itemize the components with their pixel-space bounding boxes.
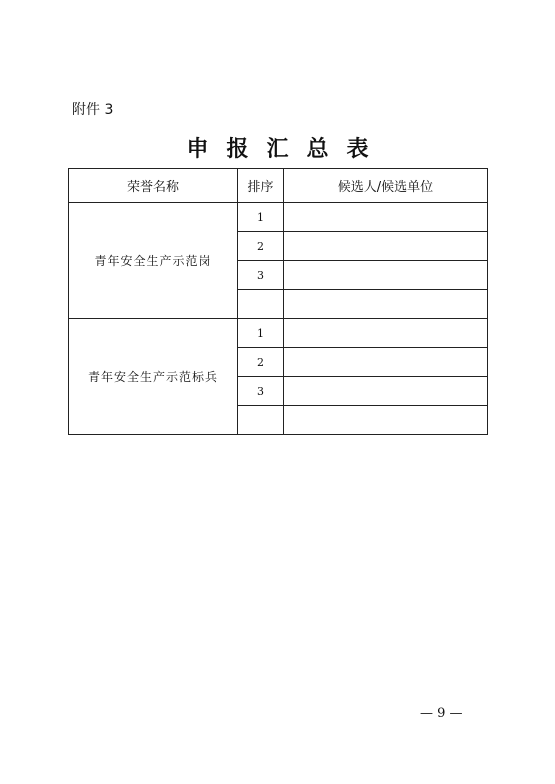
rank-cell: 2 xyxy=(238,232,284,261)
rank-cell xyxy=(238,290,284,319)
honor-name-cell: 青年安全生产示范标兵 xyxy=(69,319,238,435)
table-header-row xyxy=(69,169,488,203)
header-rank: 排序 xyxy=(238,169,284,203)
page-title: 申报汇总表 xyxy=(186,136,387,162)
table-row xyxy=(69,203,488,232)
candidate-cell[interactable] xyxy=(284,406,488,435)
rank-cell: 1 xyxy=(238,203,284,232)
header-honor-name: 荣誉名称 xyxy=(69,169,238,203)
header-candidate: 候选人/候选单位 xyxy=(284,169,488,203)
summary-table xyxy=(68,168,488,435)
rank-cell: 3 xyxy=(238,261,284,290)
candidate-cell[interactable] xyxy=(284,348,488,377)
page-number: — 9 — xyxy=(420,706,463,721)
table-row xyxy=(69,319,488,348)
honor-name-cell: 青年安全生产示范岗 xyxy=(69,203,238,319)
rank-cell: 3 xyxy=(238,377,284,406)
candidate-cell[interactable] xyxy=(284,319,488,348)
candidate-cell[interactable] xyxy=(284,232,488,261)
candidate-cell[interactable] xyxy=(284,290,488,319)
candidate-cell[interactable] xyxy=(284,203,488,232)
candidate-cell[interactable] xyxy=(284,261,488,290)
rank-cell: 1 xyxy=(238,319,284,348)
rank-cell xyxy=(238,406,284,435)
rank-cell: 2 xyxy=(238,348,284,377)
candidate-cell[interactable] xyxy=(284,377,488,406)
attachment-label: 附件 3 xyxy=(72,102,114,118)
